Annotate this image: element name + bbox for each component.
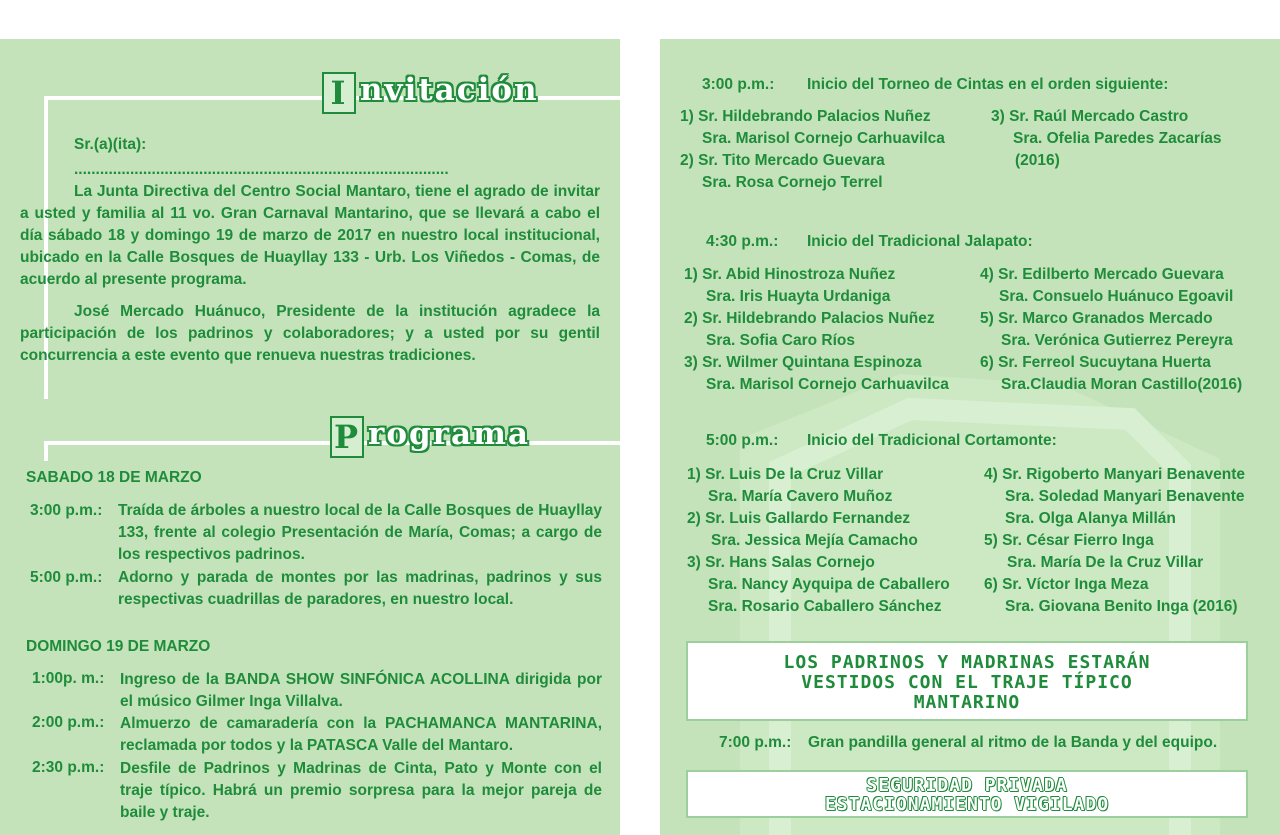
jalapato-right-4: Sra. Verónica Gutierrez Pereyra [1001,332,1233,349]
security-banner-line-1: SEGURIDAD PRIVADA [866,775,1068,796]
jalapato-right-1: 4) Sr. Edilberto Mercado Guevara [980,266,1224,283]
cortamonte-left-5: 3) Sr. Hans Salas Cornejo [687,554,875,571]
sun-time-2: 2:00 p.m.: [32,714,105,731]
saturday-heading: SABADO 18 DE MARZO [26,469,202,486]
sun-text-2: Almuerzo de camaradería con la PACHAMANCA MANTARINA, reclamada por todos y la PATASCA Valle del Mantaro. [120,715,602,754]
sat-text-2: Adorno y parada de montes por las madrinas, padrinos y sus respectivas cuadrillas de paradores, en nuestro local. [118,569,602,608]
jalapato-right-6: Sra.Claudia Moran Castillo(2016) [1001,376,1243,393]
invitation-dropcap: I [322,72,356,114]
jalapato-left-1: 1) Sr. Abid Hinostroza Nuñez [684,266,896,283]
cortamonte-right-6: 6) Sr. Víctor Inga Meza [984,576,1149,593]
sat-time-1: 3:00 p.m.: [30,502,103,519]
traje-banner-line-1: LOS PADRINOS Y MADRINAS ESTARÁN [783,652,1151,673]
cortamonte-right-1: 4) Sr. Rigoberto Manyari Benavente [984,466,1245,483]
cintas-left-3: 2) Sr. Tito Mercado Guevara [680,152,885,169]
cortamonte-left-4: Sra. Jessica Mejía Camacho [711,532,918,549]
cintas-left-4: Sra. Rosa Cornejo Terrel [702,174,883,191]
jalapato-right-5: 6) Sr. Ferreol Sucuytana Huerta [980,354,1211,371]
sun-time-1: 1:00p. m.: [32,670,105,687]
cintas-left-2: Sra. Marisol Cornejo Carhuavilca [702,130,945,147]
jalapato-left-5: 3) Sr. Wilmer Quintana Espinoza [684,354,922,371]
traje-banner [686,641,1248,721]
cortamonte-right-4: 5) Sr. César Fierro Inga [984,532,1154,549]
cortamonte-right-5: Sra. María De la Cruz Villar [1007,554,1204,571]
cortamonte-time: 5:00 p.m.: [706,432,779,449]
frame-line-left-2 [44,441,48,461]
sun-text-3: Desfile de Padrinos y Madrinas de Cinta, Pato y Monte con el traje típico. Habrá un premio sorpresa para la mejor pareja de baile y traje. [120,760,602,821]
sun-text-1: Ingreso de la BANDA SHOW SINFÓNICA ACOLLINA dirigida por el músico Gilmer Inga Villalva. [120,671,602,710]
cintas-right-3: (2016) [1015,152,1060,169]
security-banner [686,770,1248,818]
jalapato-right-2: Sra. Consuelo Huánuco Egoavil [999,288,1234,305]
jalapato-left-3: 2) Sr. Hildebrando Palacios Nuñez [684,310,935,327]
sat-time-2: 5:00 p.m.: [30,569,103,586]
security-banner-line-2: ESTACIONAMIENTO VIGILADO [824,794,1110,815]
traje-banner-line-2: VESTIDOS CON EL TRAJE TÍPICO [801,672,1133,693]
jalapato-right-3: 5) Sr. Marco Granados Mercado [980,310,1213,327]
jalapato-title: Inicio del Tradicional Jalapato: [807,233,1033,250]
pandilla-time: 7:00 p.m.: [719,734,792,751]
cintas-title: Inicio del Torneo de Cintas en el orden siguiente: [807,76,1169,93]
cortamonte-left-2: Sra. María Cavero Muñoz [708,488,893,505]
invitation-paragraph-2: José Mercado Huánuco, Presidente de la institución agradece la participación de los padrinos y colaboradores; y a usted por su gentil concurrencia a este evento que renueva nuestras tradiciones. [20,303,600,364]
cortamonte-left-3: 2) Sr. Luis Gallardo Fernandez [687,510,911,527]
cintas-left-1: 1) Sr. Hildebrando Palacios Nuñez [680,108,931,125]
jalapato-left-6: Sra. Marisol Cornejo Carhuavilca [706,376,949,393]
program-title-rest: rograma [368,416,530,452]
sunday-heading: DOMINGO 19 DE MARZO [26,638,211,655]
cintas-time: 3:00 p.m.: [702,76,775,93]
cortamonte-title: Inicio del Tradicional Cortamonte: [807,432,1057,449]
invitation-title-rest: nvitación [360,72,539,108]
jalapato-time: 4:30 p.m.: [706,233,779,250]
program-title [330,416,530,458]
jalapato-left-2: Sra. Iris Huayta Urdaniga [706,288,891,305]
cintas-right-1: 3) Sr. Raúl Mercado Castro [991,108,1189,125]
sat-text-1: Traída de árboles a nuestro local de la Calle Bosques de Huayllay 133, frente al colegio Presentación de María, Comas; a cargo de los respectivos padrinos. [118,502,602,563]
pandilla-text: Gran pandilla general al ritmo de la Banda y del equipo. [808,734,1218,751]
name-dots: ....................................................................................... [74,161,449,178]
cortamonte-right-3: Sra. Olga Alanya Millán [1005,510,1176,527]
invitation-paragraph-1: La Junta Directiva del Centro Social Mantaro, tiene el agrado de invitar a usted y familia al 11 vo. Gran Carnaval Mantarino, que se llevará a cabo el día sábado 18 y domingo 19 de marzo de 2017 en nuestro local institucional, ubicado en la Calle Bosques de Huayllay 133 - Urb. Los Viñedos - Comas, de acuerdo al presente programa. [20,183,600,288]
right-panel [660,39,1280,835]
left-panel [0,39,620,835]
jalapato-left-4: Sra. Sofia Caro Ríos [706,332,856,349]
salutation: Sr.(a)(ita): [74,136,147,153]
cortamonte-right-2: Sra. Soledad Manyari Benavente [1005,488,1245,505]
cortamonte-left-7: Sra. Rosario Caballero Sánchez [708,598,942,615]
cortamonte-left-6: Sra. Nancy Ayquipa de Caballero [708,576,950,593]
traje-banner-line-3: MANTARINO [913,692,1021,713]
program-dropcap: P [330,416,364,458]
invitation-title [322,72,539,114]
cortamonte-right-7: Sra. Giovana Benito Inga (2016) [1005,598,1238,615]
cintas-right-2: Sra. Ofelia Paredes Zacarías [1013,130,1222,147]
sun-time-3: 2:30 p.m.: [32,759,105,776]
cortamonte-left-1: 1) Sr. Luis De la Cruz Villar [687,466,884,483]
